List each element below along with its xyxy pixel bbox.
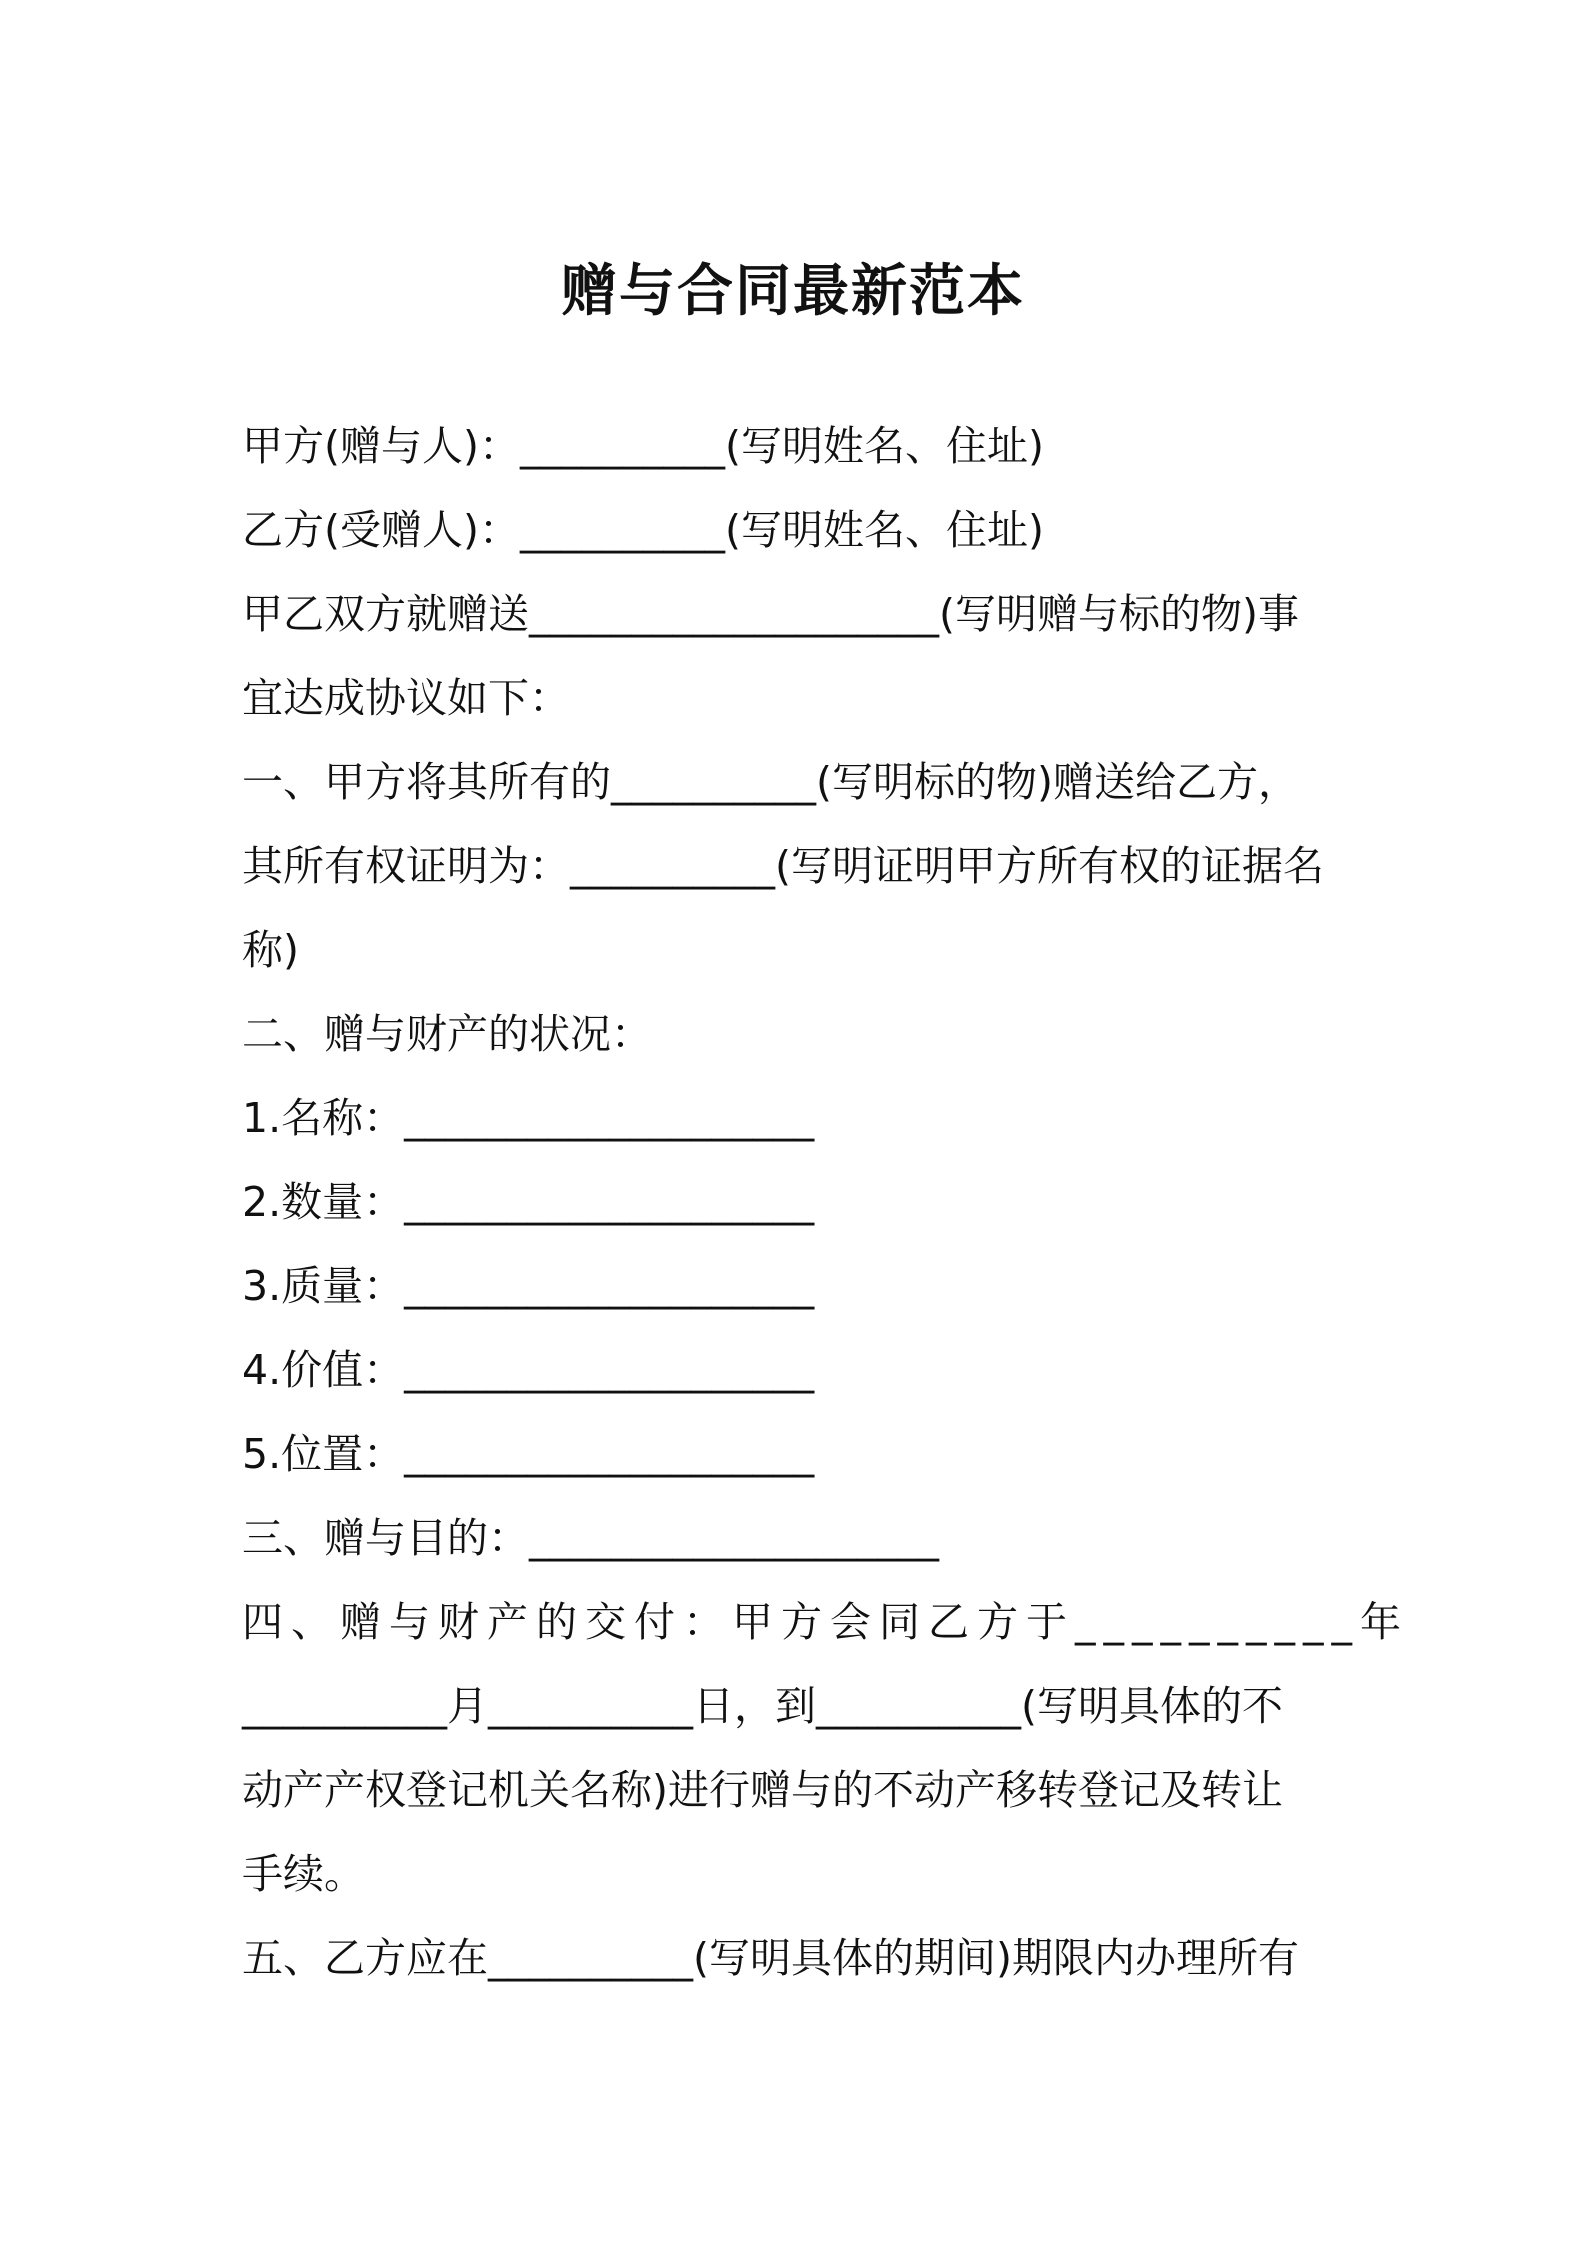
clause-4-line-3: 动产产权登记机关名称)进行赠与的不动产移转登记及转让 [242, 1766, 1283, 1814]
clause-5-line-1: 五、乙方应在__________(写明具体的期间)期限内办理所有 [242, 1934, 1299, 1982]
clause-3-line: 三、赠与目的：____________________ [242, 1514, 939, 1562]
clause-1-line-1: 一、甲方将其所有的__________(写明标的物)赠送给乙方， [242, 758, 1299, 806]
property-quantity-line: 2.数量：____________________ [242, 1178, 815, 1226]
clause-4-line-4: 手续。 [242, 1850, 365, 1898]
property-name-line: 1.名称：____________________ [242, 1094, 815, 1142]
property-quality-line: 3.质量：____________________ [242, 1262, 815, 1310]
agreement-intro-line-1: 甲乙双方就赠送____________________(写明赠与标的物)事 [242, 590, 1299, 638]
property-location-line: 5.位置：____________________ [242, 1430, 815, 1478]
clause-4-line-2: __________月__________日，到__________(写明具体的不 [242, 1682, 1283, 1730]
property-value-line: 4.价值：____________________ [242, 1346, 815, 1394]
clause-2-heading: 二、赠与财产的状况： [242, 1010, 652, 1058]
agreement-intro-line-2: 宜达成协议如下： [242, 674, 570, 722]
party-b-line: 乙方(受赠人)：__________(写明姓名、住址) [242, 506, 1044, 554]
clause-1-line-3: 称) [242, 926, 299, 974]
document-title: 赠与合同最新范本 [561, 259, 1025, 324]
contract-body [242, 404, 1409, 2000]
clause-4-line-1: 四、赠与财产的交付：甲方会同乙方于__________年 [242, 1598, 1409, 1646]
party-a-line: 甲方(赠与人)：__________(写明姓名、住址) [242, 422, 1044, 470]
clause-1-line-2: 其所有权证明为：__________(写明证明甲方所有权的证据名 [242, 842, 1324, 890]
